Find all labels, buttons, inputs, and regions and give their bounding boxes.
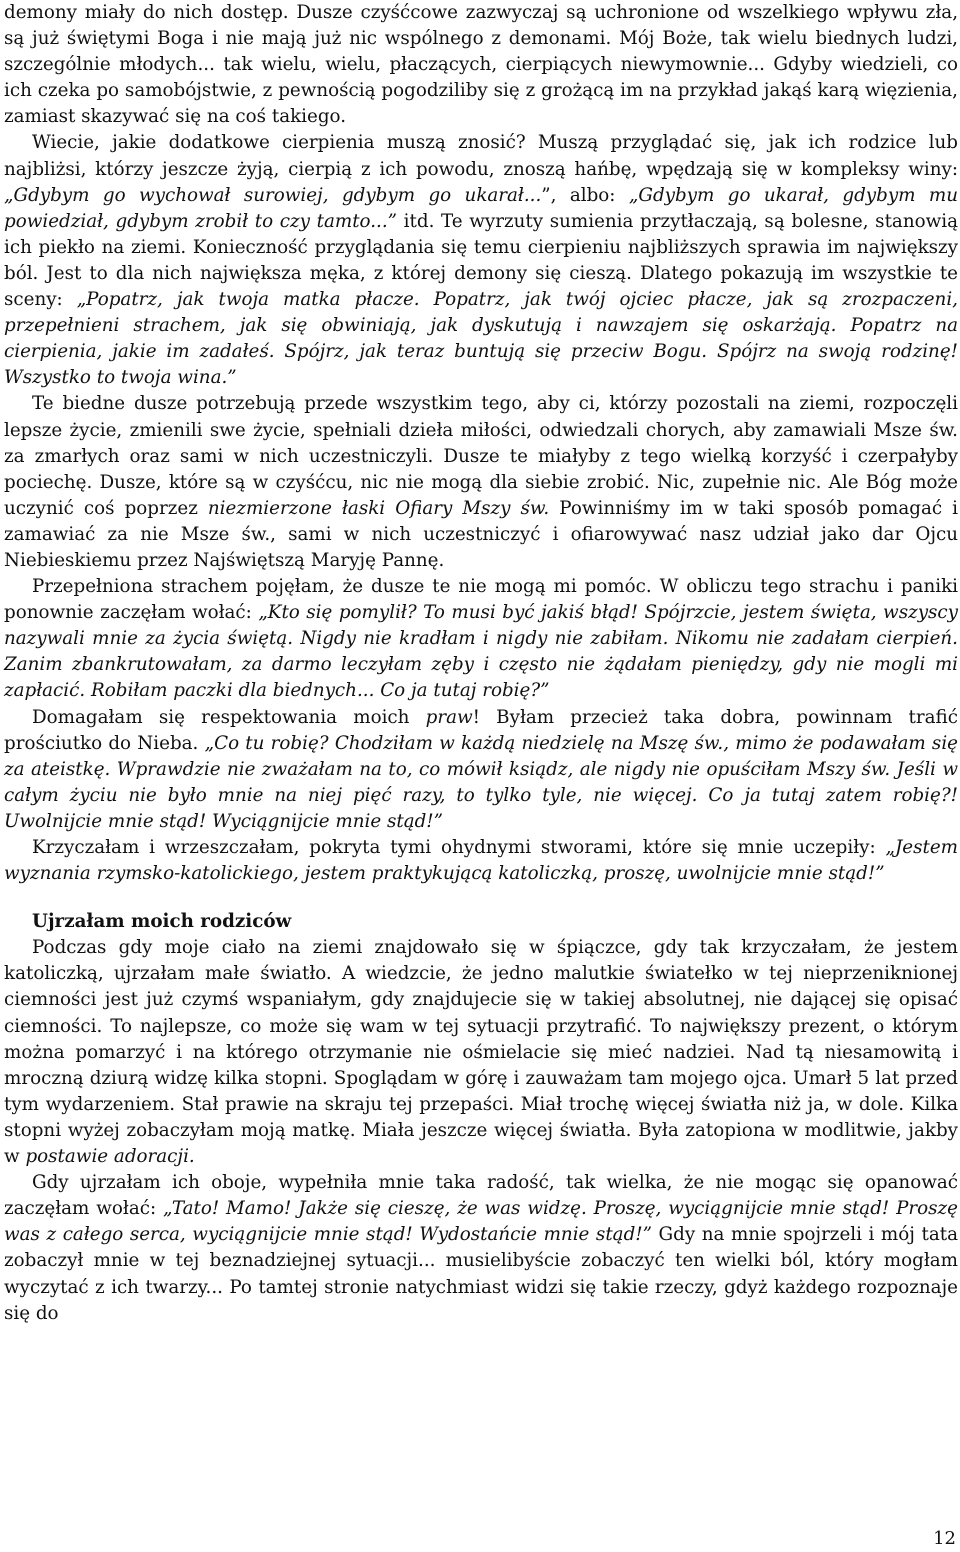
- text-span: Gdy ujrzałam ich oboje, wypełniła mnie taka radość, tak wielka, że nie mogąc się opanować zaczęłam wołać:: [4, 1172, 958, 1220]
- italic-span: „Co tu robię? Chodziłam w każdą niedzielę na Mszę św., mimo że podawałam się za ateistkę. Wprawdzie nie zważałam na to, co mówił ksiądz, ale nigdy nie opuściłam Mszy św. Jeśli w całym życiu nie było mnie na niej pięć razy, to tylko tyle, nie więcej. Co ja tutaj zatem robię?! Uwolnijcie mnie stąd! Wyciągnijcie mnie stąd!”: [4, 732, 958, 832]
- paragraph: [4, 391, 958, 574]
- text-section: [4, 935, 958, 1326]
- italic-span: „Jestem wyznania rzymsko-katolickiego, jestem praktykującą katoliczką, proszę, uwolnijcie mnie stąd!”: [4, 837, 958, 885]
- italic-span: „Gdybym go ukarał, gdybym mu powiedział, gdybym zrobił to czy tamto...”: [4, 184, 958, 232]
- italic-span: „Kto się pomylił? To musi być jakiś błąd! Spójrzcie, jestem święta, wszyscy nazywali mnie za życia świętą. Nigdy nie kradłam i nigdy nie zabiłam. Nikomu nie zadałam cierpień. Zanim zbankrutowałam, za darmo leczyłam zęby i często nie żądałam pieniędzy, gdy nie mogli mi zapłacić. Robiłam paczki dla biednych... Co ja tutaj robię?”: [4, 602, 958, 702]
- paragraph: [4, 835, 958, 887]
- paragraph: [4, 574, 958, 704]
- text-span: Podczas gdy moje ciało na ziemi znajdowało się w śpiączce, gdy tak krzyczałam, że jestem katoliczką, ujrzałam małe światło. A wiedzcie, że jedno malutkie światełko w tej nieprzeniknionej ciemności jest już czymś wspaniałym, gdy znajdujecie się w takiej absolutnej, nie dającej się opisać ciemności. To najlepsze, co może się wam w tej sytuacji przytrafić. To największy prezent, o którym można pomarzyć i na którego otrzymanie nie ośmielacie się mieć nadziei. Nad tą niesamowitą i mroczną dziurą widzę kilka stopni. Spoglądam w górę i zauważam tam mojego ojca. Umarł 5 lat przed tym wydarzeniem. Stał prawie na skraju tej przepaści. Miał trochę więcej światła niż ja, w dole. Kilka stopni wyżej zobaczyłam moją matkę. Miała jeszcze więcej światła. Była zatopiona w modlitwie, jakby w: [4, 937, 958, 1168]
- paragraph: [4, 130, 958, 391]
- section-gap: [4, 887, 958, 909]
- text-span: Przepełniona strachem pojęłam, że dusze te nie mogą mi pomóc. W obliczu tego strachu i paniki ponownie zaczęłam wołać:: [4, 576, 958, 624]
- text-span: Powinniśmy im w taki sposób pomagać i zamawiać za nie Msze św., sami w nich uczestniczyć i ofiarowywać nasz udział jako dar Ojcu Niebieskiemu przez Najświętszą Maryję Pannę.: [4, 497, 958, 571]
- paragraph: [4, 0, 958, 130]
- italic-span: postawie adoracji.: [25, 1146, 195, 1168]
- text-span: Wiecie, jakie dodatkowe cierpienia muszą znosić? Muszą przyglądać się, jak ich rodzice lub najbliżsi, którzy jeszcze żyją, cierpią z ich powodu, znoszą hańbę, wpędzają się w kompleksy winy:: [4, 132, 958, 180]
- italic-span: „Gdybym go wychował surowiej, gdybym go ukarał...: [4, 184, 542, 206]
- text-span: Domagałam się respektowania moich: [32, 706, 426, 728]
- page-number: 12: [933, 1528, 956, 1549]
- paragraph: [4, 705, 958, 835]
- italic-span: „Popatrz, jak twoja matka płacze. Popatrz, jak twój ojciec płacze, jak są zrozpaczeni, przepełnieni strachem, jak się obwiniają, jak dyskutują i nawzajem się oskarżają. Popatrz na cierpienia, jakie im zadałeś. Spójrz, jak teraz buntują się przeciw Bogu. Spójrz na swoją rodzinę! Wszystko to twoja wina.”: [4, 289, 958, 389]
- text-span: ”, albo:: [541, 184, 629, 206]
- paragraph: [4, 935, 958, 1170]
- paragraph: [4, 1170, 958, 1327]
- text-section: [4, 0, 958, 887]
- text-span: Gdy na mnie spojrzeli i mój tata zobaczył mnie w tej beznadziejnej sytuacji... musielibyście zobaczyć ten wielki ból, który mogłam wyczytać z ich twarzy... Po tamtej stronie natychmiast widzi się takie rzeczy, gdyż każdego rozpoznaje się do: [4, 1224, 958, 1324]
- text-span: Te biedne dusze potrzebują przede wszystkim tego, aby ci, którzy pozostali na ziemi, rozpoczęli lepsze życie, zmienili swe życie, spełniali dzieła miłości, odwiedzali chorych, aby zamawiali Msze św. za zmarłych oraz sami w nich uczestniczyli. Dusze te miałyby z tego wielką korzyść i czerpałyby pociechę. Dusze, które są w czyśćcu, nic nie mogą dla siebie zrobić. Nic, zupełnie nic. Ale Bóg może uczynić coś poprzez: [4, 393, 958, 519]
- italic-span: praw: [425, 706, 473, 728]
- text-span: ! Byłam przecież taka dobra, powinnam trafić prościutko do Nieba.: [4, 706, 958, 754]
- italic-span: niezmierzone łaski Ofiary Mszy św.: [207, 497, 550, 519]
- text-span: itd. Te wyrzuty sumienia przytłaczają, są bolesne, stanowią ich piekło na ziemi. Konieczność przyglądania się temu cierpieniu najbliższych sprawia im największy ból. Jest to dla nich największa męka, z której demony się cieszą. Dlatego pokazują im wszystkie te sceny:: [4, 210, 958, 311]
- section-heading: Ujrzałam moich rodziców: [32, 911, 292, 933]
- italic-span: „Tato! Mamo! Jakże się cieszę, że was widzę. Proszę, wyciągnijcie mnie stąd! Proszę was z całego serca, wyciągnijcie mnie stąd! Wydostańcie mnie stąd!”: [4, 1198, 958, 1246]
- text-span: demony miały do nich dostęp. Dusze czyśćcowe zazwyczaj są uchronione od wszelkiego wpływu zła, są już świętymi Boga i nie mają już nic wspólnego z demonami. Mój Boże, tak wielu biednych ludzi, szczególnie młodych... tak wielu, wielu, płaczących, cierpiących niewymownie... Gdyby wiedzieli, co ich czeka po samobójstwie, z pewnością pogodziliby się z grożącą im na przykład jakąś karą więzienia, zamiast skazywać się na coś takiego.: [4, 2, 958, 128]
- text-span: Krzyczałam i wrzeszczałam, pokryta tymi ohydnymi stworami, które się mnie uczepiły:: [32, 837, 886, 858]
